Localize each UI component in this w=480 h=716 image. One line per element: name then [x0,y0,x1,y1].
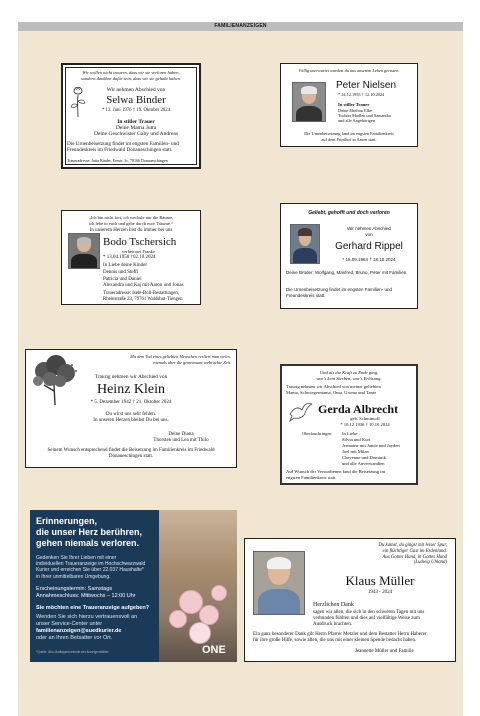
intro: Wir nehmen Abschied von [347,226,391,237]
obituary-selwa-binder [61,63,201,169]
obituary-peter-nielsen [280,63,418,147]
intro: Wir nehmen Abschied von [106,87,166,93]
portrait-photo [68,233,100,269]
trauer-promo-ad [30,510,237,662]
burial-notice: Die Urnenbeisetzung findet im engsten Familien- und Freundeskreis im Friedwald Donaueschingen statt. [67,141,179,153]
promo-footnote: *Quelle: Abo-/Auflagenkontrolle der Anzeigenblätter [36,650,109,654]
promo-schedule: Erscheinungstermin: Samstags Annahmeschluss: Mittwochs – 12:00 Uhr [36,586,136,599]
promo-logo: ONE [202,644,226,656]
deceased-name: Bodo Tschersich [103,236,177,248]
maiden-note: verheiratet Franke [122,249,155,254]
promo-email-link[interactable]: familienanzeigen@suedkurier.de [36,628,122,634]
quote: Und als die Kraft zu Ende ging, war's kein Sterben, war's Erlösung. [316,370,382,381]
place: Oberlauchringen [302,431,332,436]
obituary-bodo-tschersich [61,210,201,305]
promo-headline: Erinnerungen, die unser Herz berühren, gehen niemals verloren. [36,516,143,548]
promo-question: Sie möchten eine Traueranzeige aufgeben? [36,605,150,611]
special-thanks: Ein ganz besonderer Dank gilt Herrn Pfarrer Metzler und dem Bestatter Herrn Haberer für ihre große Hilfe, sowie allen, die uns mit einer kleinen Spende bedacht haben. [253,632,427,643]
obituary-gerda-albrecht [280,364,418,485]
promo-body: Gedenken Sie Ihrer Lieben mit einer individuellen Traueranzeige im Hochschwarzwald Kurier und erreichen Sie über 22.037 Haushalte* in Ihrer unmittelbaren Umgebung. [36,555,146,580]
deceased-name: Peter Nielsen [336,80,397,91]
portrait-photo [290,224,320,264]
life-dates: * 13.04.1950 †02.10.2024 [103,255,156,260]
grief-heading: In stiller Trauer [338,102,370,107]
family: Deine Ehefrau Elke Tochter Madlen und Samantha und alle Angehörigen [338,108,391,123]
flowers-image [159,510,237,662]
burial-notice: Die Urnenbeisetzung fand im engsten Familienkreis auf dem Friedhof in Aasen statt. [304,131,394,142]
thanks-heading: Herzlichen Dank [313,602,354,608]
quote: Wir wollen nicht trauern, dass wir sie verloren haben, sondern dankbar dafür sein, dass wir sie gehabt haben. [81,70,181,81]
signature: Jeannette Müller und Familie [355,649,414,654]
deceased-name: Gerda Albrecht [318,402,399,416]
intro: In unserem Herzen bist du immer bei uns [89,228,173,233]
promo-contact-tail: oder an Ihren Betsatter vor Ort. [36,635,113,641]
obituary-klaus-mueller [244,538,456,662]
obituary-heinz-klein [25,349,237,468]
life-dates: * 13. Juni 1976 † 19. Oktober 2024 [101,108,171,113]
obituary-gerhard-rippel [280,203,418,309]
family: In Liebe deine Kinder Dennis und Steffi Patricia und Daniel Alexandra und Kaj mit Aaron und Jonas [103,263,184,289]
burial-notice: Die Urnenbeisetzung findet im engsten Familien- und Freundeskreis statt. [286,287,393,298]
burial-notice: Seinem Wunsch entsprechend findet die Beisetzung im Familienkreis im Friedwald Donaueschingen statt. [47,448,215,459]
quote: Völlig unerwartet wurdest du aus unserem Leben gerissen. [298,68,400,73]
family: In Liebe Silvia und Kurt Jermaine mit Jamie und Jayden Joel mit Milan Cheyenne und Dominik und alle Anverwandten [342,431,400,466]
deceased-name: Klaus Müller [345,573,415,588]
life-dates: * 15.09.1964 † 18.10.2024 [342,257,396,262]
dove-icon [288,402,314,422]
maiden-note: geb. Schmimoff [350,416,380,421]
portrait-photo [292,82,326,122]
portrait-photo [253,551,305,615]
thanks-text: sagen wir allen, die sich in den schweren Tagen mit uns verbunden fühlten und dies auf vielfältige Weise zum Ausdruck brachten. [313,610,425,627]
family: Deine Diana Thorsten und Lea mit Thilo [153,432,209,443]
life-dates: 1943 - 2024 [367,590,393,595]
intro: Traurig nehmen wir Abschied von [94,374,168,380]
promo-contact: Wenden Sie sich hierzu vertrauensvoll an unser Service-Center unter [36,614,138,627]
quote: „Ich bin nicht fort, ich wechsle nur die Räume, ich lebe in euch und gehe durch eure Träume.“ [88,215,174,226]
life-dates: * 5. Dezember 1942 † 21. Oktober 2024 [90,400,172,405]
family: Deine Mama Jutta Deine Geschwister Gaby und Andreas [93,125,178,137]
section-title: FAMILIENANZEIGEN [18,22,463,31]
quote: Geliebt, gehofft und doch verloren [308,210,390,216]
deceased-name: Gerhard Rippel [335,241,403,252]
farewell-lines: Du wirst uns sehr fehlen. In unseren Herzen bleibst Du bei uns. [93,412,169,423]
life-dates: * 24.12.1955 † 12.10.2024 [338,92,385,97]
quote: Mit dem Tod eines geliebten Menschen verliert man vieles, niemals aber die gemeinsam verbrachte Zeit. [130,354,231,365]
mourning-address: Traueradresse: Isele-Boll-Bestattungen, Rheinstraße 23, 79761 Waldshut-Tiengen [103,291,183,302]
grief-heading: In stiller Trauer [117,119,155,125]
life-dates: * 10.12.1936 † 10.10.2024 [340,422,390,427]
mourning-address: Traueradresse: Jutta Binder, Ernstr. 3c, 78166 Donaueschingen [67,158,168,163]
intro: Traurig nehmen wir Abschied von meiner geliebten Mama, Schwiegermama, Oma, Uroma und Tante [286,384,381,395]
deceased-name: Heinz Klein [96,382,166,397]
burial-notice: Auf Wunsch der Verstorbenen fand die Beisetzung im engsten Familienkreis statt. [286,469,386,480]
quote: Du kamst, du gingst mit leiser Spur, ein flüchtiger Gast im Erdenland. Aus Gottes Hand, in Gottes Hand (Ludwig Uhland) [378,543,447,566]
family: Deine Brüder: Wolfgang, Manfred, Bruno, Peter mit Familien. [286,270,408,275]
deceased-name: Selwa Binder [106,94,166,106]
